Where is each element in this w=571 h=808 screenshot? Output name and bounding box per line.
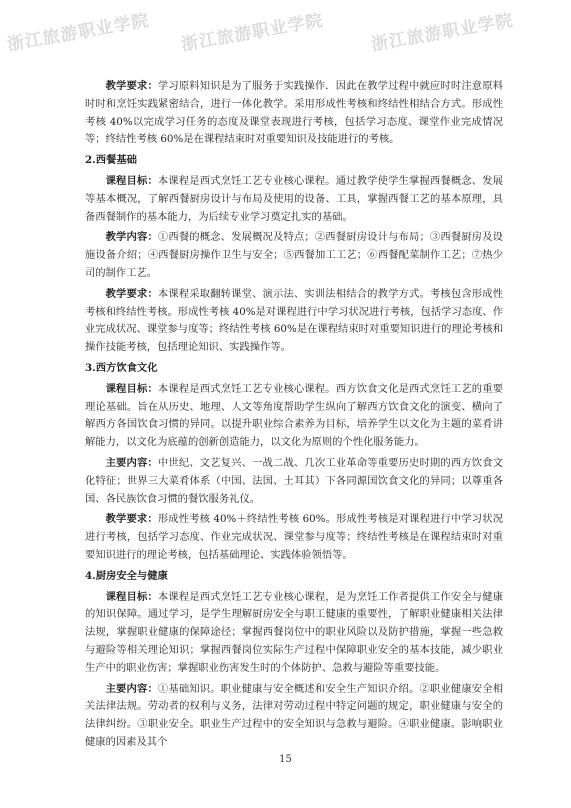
paragraph-text: ①基础知识。职业健康与安全概述和安全生产知识介绍。②职业健康安全相关法律法规。劳动者的权利与义务，法律对劳动过程中特定问题的规定，职业健康与安全的法律纠纷。③职业安全。职业生产过程中的安全知识与急救与避险。④职业健康。影响职业健康的因素及其个 (85, 682, 503, 748)
paragraph-label: 主要内容： (105, 456, 158, 469)
paragraph-course-objective (85, 381, 503, 452)
paragraph-text: 本课程是西式烹饪工艺专业核心课程。西方饮食文化是西式烹饪工艺的重要理论基础。旨在从历史、地理、人文等角度帮助学生纵向了解西方饮食文化的演变、横向了解西方各国饮食习惯的异同。以提升职业综合素养为目标，培养学生以文化为主题的菜肴讲解能力，以文化为底蕴的创新创造能力，以文化为原则的个性化服务能力。 (85, 382, 503, 449)
paragraph-label: 教学要求： (105, 80, 158, 92)
paragraph-text: 学习原料知识是为了服务于实践操作．因此在教学过程中就应时时注意原料时时和烹饪实践紧密结合，进行一体化教学。采用形成性考核和终结性相结合方式。形成性考核 40%以完成学习任务的态度及课堂表现进行考核，包括学习态度、课堂作业完成情况等；终结性考核 60%是在课程结束时对重要知识及技能进行的考核。 (85, 80, 503, 146)
paragraph-label: 课程目标： (105, 590, 158, 603)
paragraph-text: 本课程采取翻转课堂、演示法、实训法相结合的教学方式。考核包含形成性考核和终结性考核。形成性考核 40%是对课程进行中学习状况进行考核，包括学习态度、作业完成状况、课堂参与度等；终结性考核 60%是在课程结束时对重要知识进行的理论考核和操作技能考核，包括理论知识、实践操作等。 (85, 287, 503, 354)
paragraph-course-objective (85, 589, 503, 678)
paragraph-label: 教学要求： (105, 513, 158, 526)
document-body (85, 78, 503, 755)
paragraph-teaching-requirements (85, 511, 503, 564)
watermark-logo: 浙江旅游职业学院 (179, 10, 326, 56)
paragraph-text: 形成性考核 40%＋终结性考核 60%。形成性考核是对课程进行中学习状况进行考核，包括学习态度、作业完成状况、课堂参与度等；终结性考核是在课程结束时对重要知识进行的理论考核，包括基础理论、实践体验领悟等。 (85, 513, 503, 561)
paragraph-label: 主要内容： (105, 682, 158, 695)
paragraph-text: ①西餐的概念、发展概况及特点；②西餐厨房设计与布局；③西餐厨房及设施设备介绍；④西餐厨房操作卫生与安全；⑤西餐加工工艺；⑥西餐配菜制作工艺；⑦热少司的制作工艺。 (85, 231, 503, 279)
section-heading: 3.西方饮食文化 (85, 361, 158, 374)
paragraph-course-objective (85, 173, 503, 226)
paragraph-label: 教学内容： (105, 231, 158, 244)
paragraph-label: 教学要求： (105, 287, 158, 300)
paragraph-text: 本课程是西式烹饪工艺专业核心课程。通过教学使学生掌握西餐概念、发展等基本概况，了解西餐厨房设计与布局及使用的设备、工具，掌握西餐工艺的基本原理，具备西餐制作的基本能力，为后续专业学习奠定扎实的基础。 (85, 174, 503, 223)
paragraph-label: 课程目标： (105, 382, 158, 395)
paragraph-teaching-content (85, 229, 503, 282)
paragraph-main-content (85, 455, 503, 508)
paragraph-main-content (85, 681, 503, 752)
section-heading: 2.西餐基础 (85, 154, 137, 167)
paragraph-teaching-requirements (85, 286, 503, 357)
watermark-band (0, 0, 571, 56)
paragraph-text: 中世纪、文艺复兴、一战二战、几次工业革命等重要历史时期的西方饮食文化特征；世界三大菜肴体系（中国、法国、土耳其）下各同源国饮食文化的异同；以尊重各国、各民族饮食习惯的餐饮服务礼仪。 (85, 456, 503, 505)
watermark-logo: 浙江旅游职业学院 (5, 10, 152, 56)
page-number: 15 (279, 754, 292, 765)
section-heading: 4.厨房安全与健康 (85, 569, 168, 582)
watermark-logo: 浙江旅游职业学院 (369, 10, 516, 56)
paragraph-label: 课程目标： (105, 174, 158, 187)
paragraph-teaching-requirements (85, 78, 503, 149)
paragraph-text: 本课程是西式烹饪工艺专业核心课程，是为烹饪工作者提供工作安全与健康的知识保障。通过学习，是学生理解厨房安全与职工健康的重要性，了解职业健康相关法律法规，掌握职业健康的保障途径；掌握西餐岗位中的职业风险以及防护措施，掌握一些急救与避险等相关理论知识；掌握西餐岗位实际生产过程中保障职业安全的基本技能，减少职业生产中的职业伤害；掌握职业伤害发生时的个体防护、急救与避险等重要技能。 (85, 590, 503, 674)
